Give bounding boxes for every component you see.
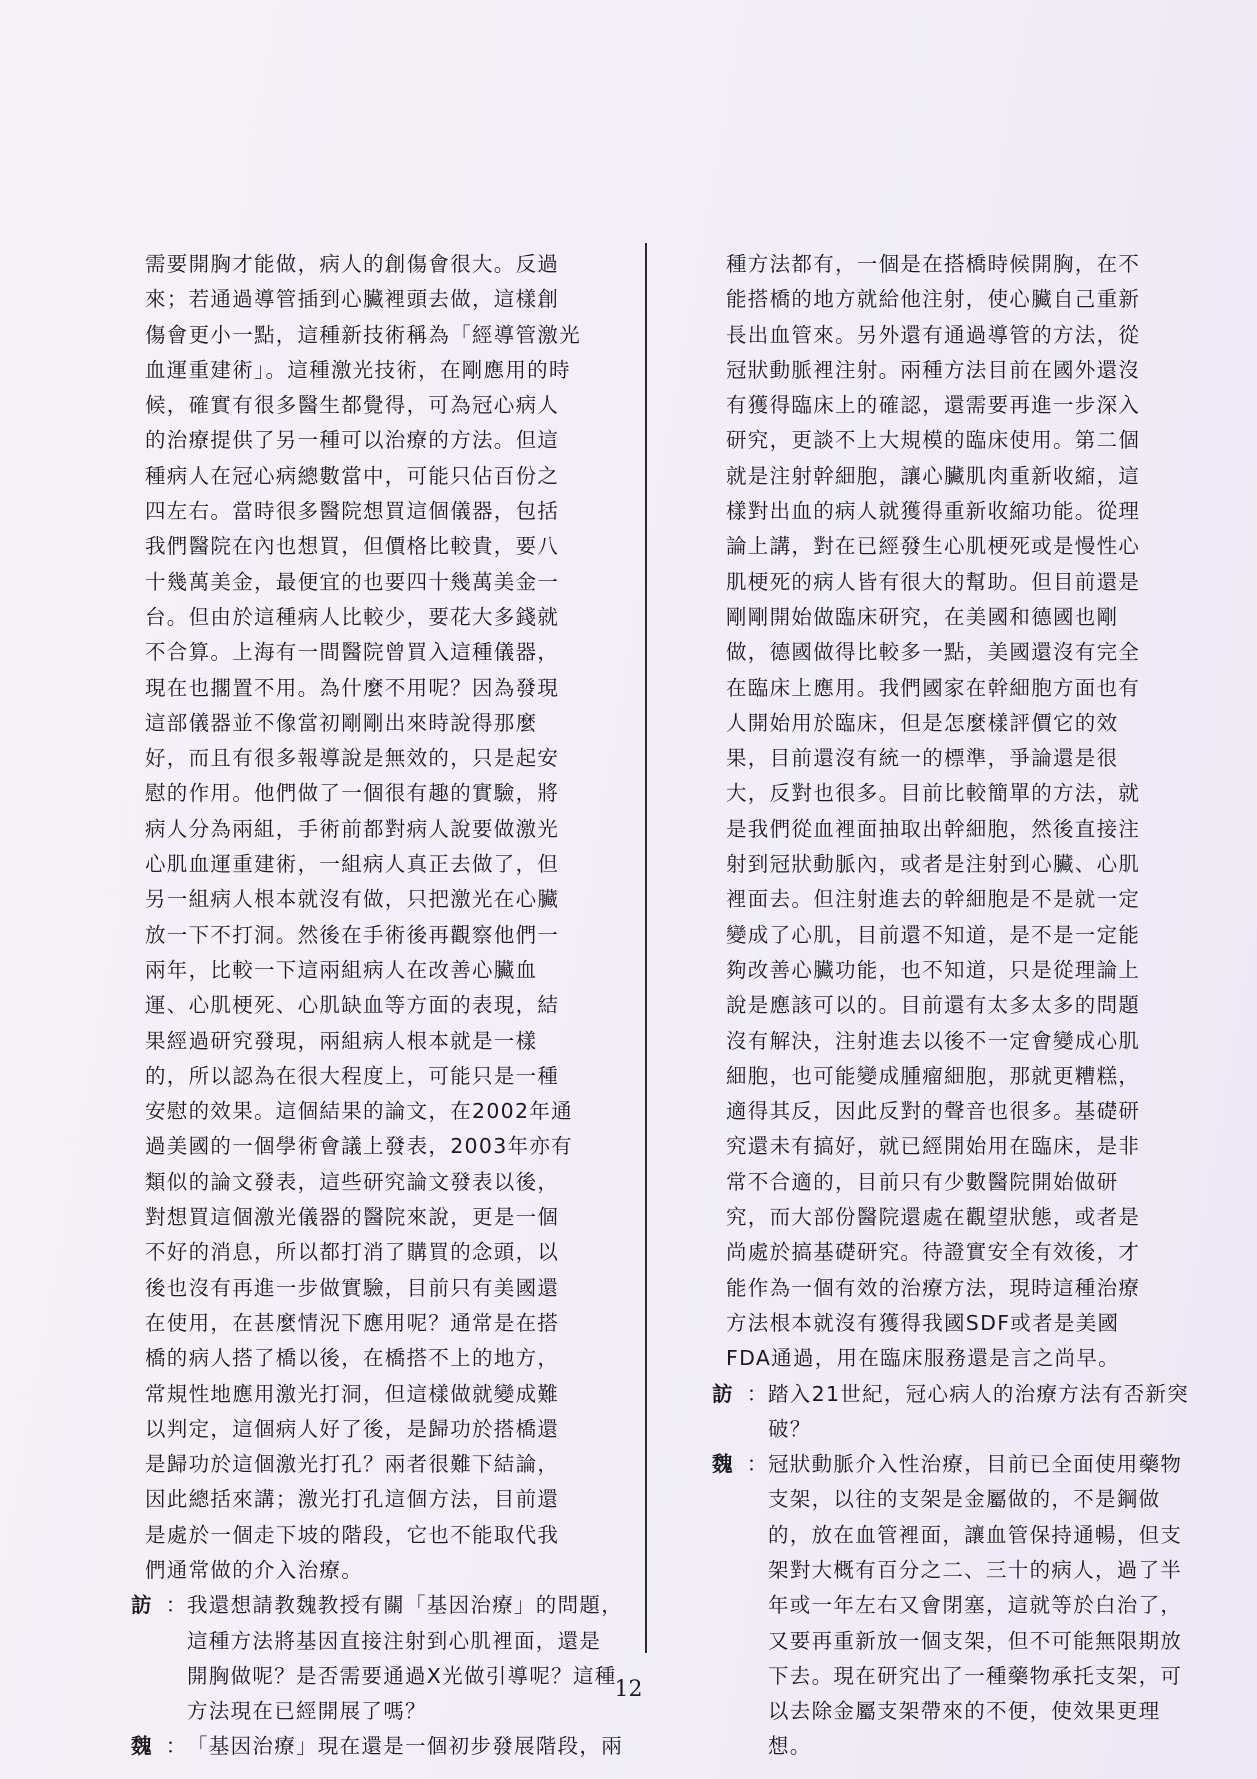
- text-line: 後也沒有再進一步做實驗，目前只有美國還: [145, 1275, 560, 1300]
- text-line: 就是注射幹細胞，讓心臟肌肉重新收縮，這: [726, 463, 1141, 488]
- answer-line: 又要再重新放一個支架，但不可能無限期放: [768, 1628, 1183, 1653]
- right-column: [712, 247, 1198, 1765]
- question-line: 這種方法將基因直接注射到心肌裡面，還是: [187, 1628, 602, 1653]
- text-line: 肌梗死的病人皆有很大的幫助。但目前還是: [726, 569, 1141, 594]
- text-line: 來；若通過導管插到心臟裡頭去做，這樣創: [145, 287, 560, 312]
- text-line: 能搭橋的地方就給他注射，使心臟自己重新: [726, 287, 1141, 312]
- speaker-colon: ：: [165, 1593, 187, 1618]
- page-number: 12: [614, 1677, 643, 1702]
- answer-first-line: 冠狀動脈介入性治療，目前已全面使用藥物: [768, 1452, 1183, 1477]
- text-line: 對想買這個激光儀器的醫院來說，更是一個: [145, 1205, 560, 1230]
- interviewer-question-2: [712, 1377, 1198, 1412]
- text-line: 以判定，這個病人好了後，是歸功於搭橋還: [145, 1416, 560, 1441]
- text-line: 橋的病人搭了橋以後，在橋搭不上的地方，: [145, 1346, 560, 1371]
- text-line: 尚處於搞基礎研究。待證實安全有效後，才: [726, 1240, 1141, 1265]
- text-line: 方法根本就沒有獲得我國SDF或者是美國: [726, 1310, 1120, 1335]
- text-line: 現在也擱置不用。為什麼不用呢？因為發現: [145, 675, 560, 700]
- question-line: 破？: [768, 1416, 812, 1441]
- text-line: 是歸功於這個激光打孔？兩者很難下結論，: [145, 1452, 560, 1477]
- text-line: 心肌血運重建術，一組病人真正去做了，但: [145, 852, 560, 877]
- left-column: [131, 247, 625, 1765]
- text-line: 論上講，對在已經發生心肌梗死或是慢性心: [726, 534, 1141, 559]
- answer-wei-1: [131, 1729, 625, 1764]
- answer-wei-2: [712, 1447, 1198, 1482]
- text-line: 說是應該可以的。目前還有太多太多的問題: [726, 993, 1141, 1018]
- text-line: 適得其反，因此反對的聲音也很多。基礎研: [726, 1099, 1141, 1124]
- text-line: 不合算。上海有一間醫院曾買入這種儀器，: [145, 640, 560, 665]
- text-line: 放一下不打洞。然後在手術後再觀察他們一: [145, 922, 560, 947]
- answer-line: 以去除金屬支架帶來的不便，使效果更理: [768, 1699, 1161, 1724]
- left-text-block: [145, 247, 625, 1588]
- text-line: 候，確實有很多醫生都覺得，可為冠心病人: [145, 393, 560, 418]
- speaker-colon: ：: [746, 1452, 768, 1477]
- text-line: 兩年，比較一下這兩組病人在改善心臟血: [145, 957, 538, 982]
- speaker-label-wei: 魏: [712, 1452, 733, 1477]
- question-first-line: 踏入21世紀，冠心病人的治療方法有否新突: [768, 1381, 1190, 1406]
- text-line: 剛剛開始做臨床研究，在美國和德國也剛: [726, 604, 1119, 629]
- answer-line: 年或一年左右又會閉塞，這就等於白治了，: [768, 1593, 1183, 1618]
- text-line: 好，而且有很多報導說是無效的，只是起安: [145, 746, 560, 771]
- text-line: 研究，更談不上大規模的臨床使用。第二個: [726, 428, 1141, 453]
- text-line: 裡面去。但注射進去的幹細胞是不是就一定: [726, 887, 1141, 912]
- text-line: 種病人在冠心病總數當中，可能只佔百份之: [145, 463, 560, 488]
- text-line: 常規性地應用激光打洞，但這樣做就變成難: [145, 1381, 560, 1406]
- answer-first-line: 「基因治療」現在還是一個初步發展階段，兩: [187, 1734, 623, 1759]
- text-line: 夠改善心臟功能，也不知道，只是從理論上: [726, 957, 1141, 982]
- text-line: 是我們從血裡面抽取出幹細胞，然後直接注: [726, 816, 1141, 841]
- text-line: 種方法都有，一個是在搭橋時候開胸，在不: [726, 252, 1141, 276]
- text-line: 長出血管來。另外還有通過導管的方法，從: [726, 322, 1141, 347]
- answer-line: 架對大概有百分之二、三十的病人，過了半: [768, 1557, 1183, 1582]
- text-line: 果經過研究發現，兩組病人根本就是一樣: [145, 1028, 538, 1053]
- text-line: 在使用，在甚麼情況下應用呢？通常是在搭: [145, 1310, 560, 1335]
- text-line: 變成了心肌，目前還不知道，是不是一定能: [726, 922, 1141, 947]
- text-line: 果，目前還沒有統一的標準，爭論還是很: [726, 746, 1119, 771]
- question-continuation: [726, 1412, 1198, 1447]
- interviewer-question-1: [131, 1588, 625, 1623]
- text-line: 病人分為兩組，手術前都對病人說要做激光: [145, 816, 560, 841]
- text-line: 的，所以認為在很大程度上，可能只是一種: [145, 1063, 560, 1088]
- text-line: 類似的論文發表，這些研究論文發表以後，: [145, 1169, 560, 1194]
- text-line: 樣對出血的病人就獲得重新收縮功能。從理: [726, 499, 1141, 524]
- speaker-label-interviewer: 訪: [712, 1381, 733, 1406]
- question-line: 方法現在已經開展了嗎？: [187, 1699, 427, 1724]
- speaker-label-wei: 魏: [131, 1734, 152, 1759]
- text-line: 十幾萬美金，最便宜的也要四十幾萬美金一: [145, 569, 560, 594]
- text-line: 傷會更小一點，這種新技術稱為「經導管激光: [145, 322, 581, 347]
- text-line: 四左右。當時很多醫院想買這個儀器，包括: [145, 499, 560, 524]
- text-line: 細胞，也可能變成腫瘤細胞，那就更糟糕，: [726, 1063, 1141, 1088]
- text-line: 射到冠狀動脈內，或者是注射到心臟、心肌: [726, 852, 1141, 877]
- text-line: 慰的作用。他們做了一個很有趣的實驗，將: [145, 781, 560, 806]
- text-line: 因此總括來講；激光打孔這個方法，目前還: [145, 1487, 560, 1512]
- right-text-block: [726, 247, 1198, 1377]
- text-line: 另一組病人根本就沒有做，只把激光在心臟: [145, 887, 560, 912]
- text-line: 血運重建術」。這種激光技術，在剛應用的時: [145, 357, 571, 382]
- text-line: 的治療提供了另一種可以治療的方法。但這: [145, 428, 560, 453]
- text-line: 做，德國做得比較多一點，美國還沒有完全: [726, 640, 1141, 665]
- text-line: 這部儀器並不像當初剛剛出來時說得那麼: [145, 710, 538, 735]
- text-line: 台。但由於這種病人比較少，要花大多錢就: [145, 604, 560, 629]
- column-divider: [645, 243, 647, 1653]
- speaker-colon: ：: [165, 1734, 187, 1759]
- text-line: 運、心肌梗死、心肌缺血等方面的表現，結: [145, 993, 560, 1018]
- text-line: 有獲得臨床上的確認，還需要再進一步深入: [726, 393, 1141, 418]
- text-line: 究，而大部份醫院還處在觀望狀態，或者是: [726, 1205, 1141, 1230]
- question-first-line: 我還想請教魏教授有關「基因治療」的問題，: [187, 1593, 623, 1618]
- text-line: 冠狀動脈裡注射。兩種方法目前在國外還沒: [726, 357, 1141, 382]
- answer-continuation: [726, 1482, 1198, 1764]
- text-line: 常不合適的，目前只有少數醫院開始做研: [726, 1169, 1119, 1194]
- text-line: 需要開胸才能做，病人的創傷會很大。反過: [145, 252, 560, 276]
- answer-line: 的，放在血管裡面，讓血管保持通暢，但支: [768, 1522, 1183, 1547]
- text-line: 過美國的一個學術會議上發表，2003年亦有: [145, 1134, 573, 1159]
- question-line: 開胸做呢？是否需要通過X光做引導呢？這種: [187, 1663, 617, 1688]
- answer-line: 下去。現在研究出了一種藥物承托支架，可: [768, 1663, 1183, 1688]
- text-line: FDA通過，用在臨床服務還是言之尚早。: [726, 1346, 1120, 1371]
- text-line: 安慰的效果。這個結果的論文，在2002年通: [145, 1099, 573, 1124]
- text-line: 在臨床上應用。我們國家在幹細胞方面也有: [726, 675, 1141, 700]
- speaker-colon: ：: [746, 1381, 768, 1406]
- text-line: 我們醫院在內也想買，但價格比較貴，要八: [145, 534, 560, 559]
- text-line: 人開始用於臨床，但是怎麼樣評價它的效: [726, 710, 1119, 735]
- text-line: 沒有解決，注射進去以後不一定會變成心肌: [726, 1028, 1141, 1053]
- text-line: 大，反對也很多。目前比較簡單的方法，就: [726, 781, 1141, 806]
- answer-line: 支架，以往的支架是金屬做的，不是鋼做: [768, 1487, 1161, 1512]
- text-line: 能作為一個有效的治療方法，現時這種治療: [726, 1275, 1141, 1300]
- text-line: 是處於一個走下坡的階段，它也不能取代我: [145, 1522, 560, 1547]
- text-line: 們通常做的介入治療。: [145, 1557, 363, 1582]
- text-line: 不好的消息，所以都打消了購買的念頭，以: [145, 1240, 560, 1265]
- text-line: 究還未有搞好，就已經開始用在臨床，是非: [726, 1134, 1141, 1159]
- speaker-label-interviewer: 訪: [131, 1593, 152, 1618]
- answer-line: 想。: [768, 1734, 812, 1759]
